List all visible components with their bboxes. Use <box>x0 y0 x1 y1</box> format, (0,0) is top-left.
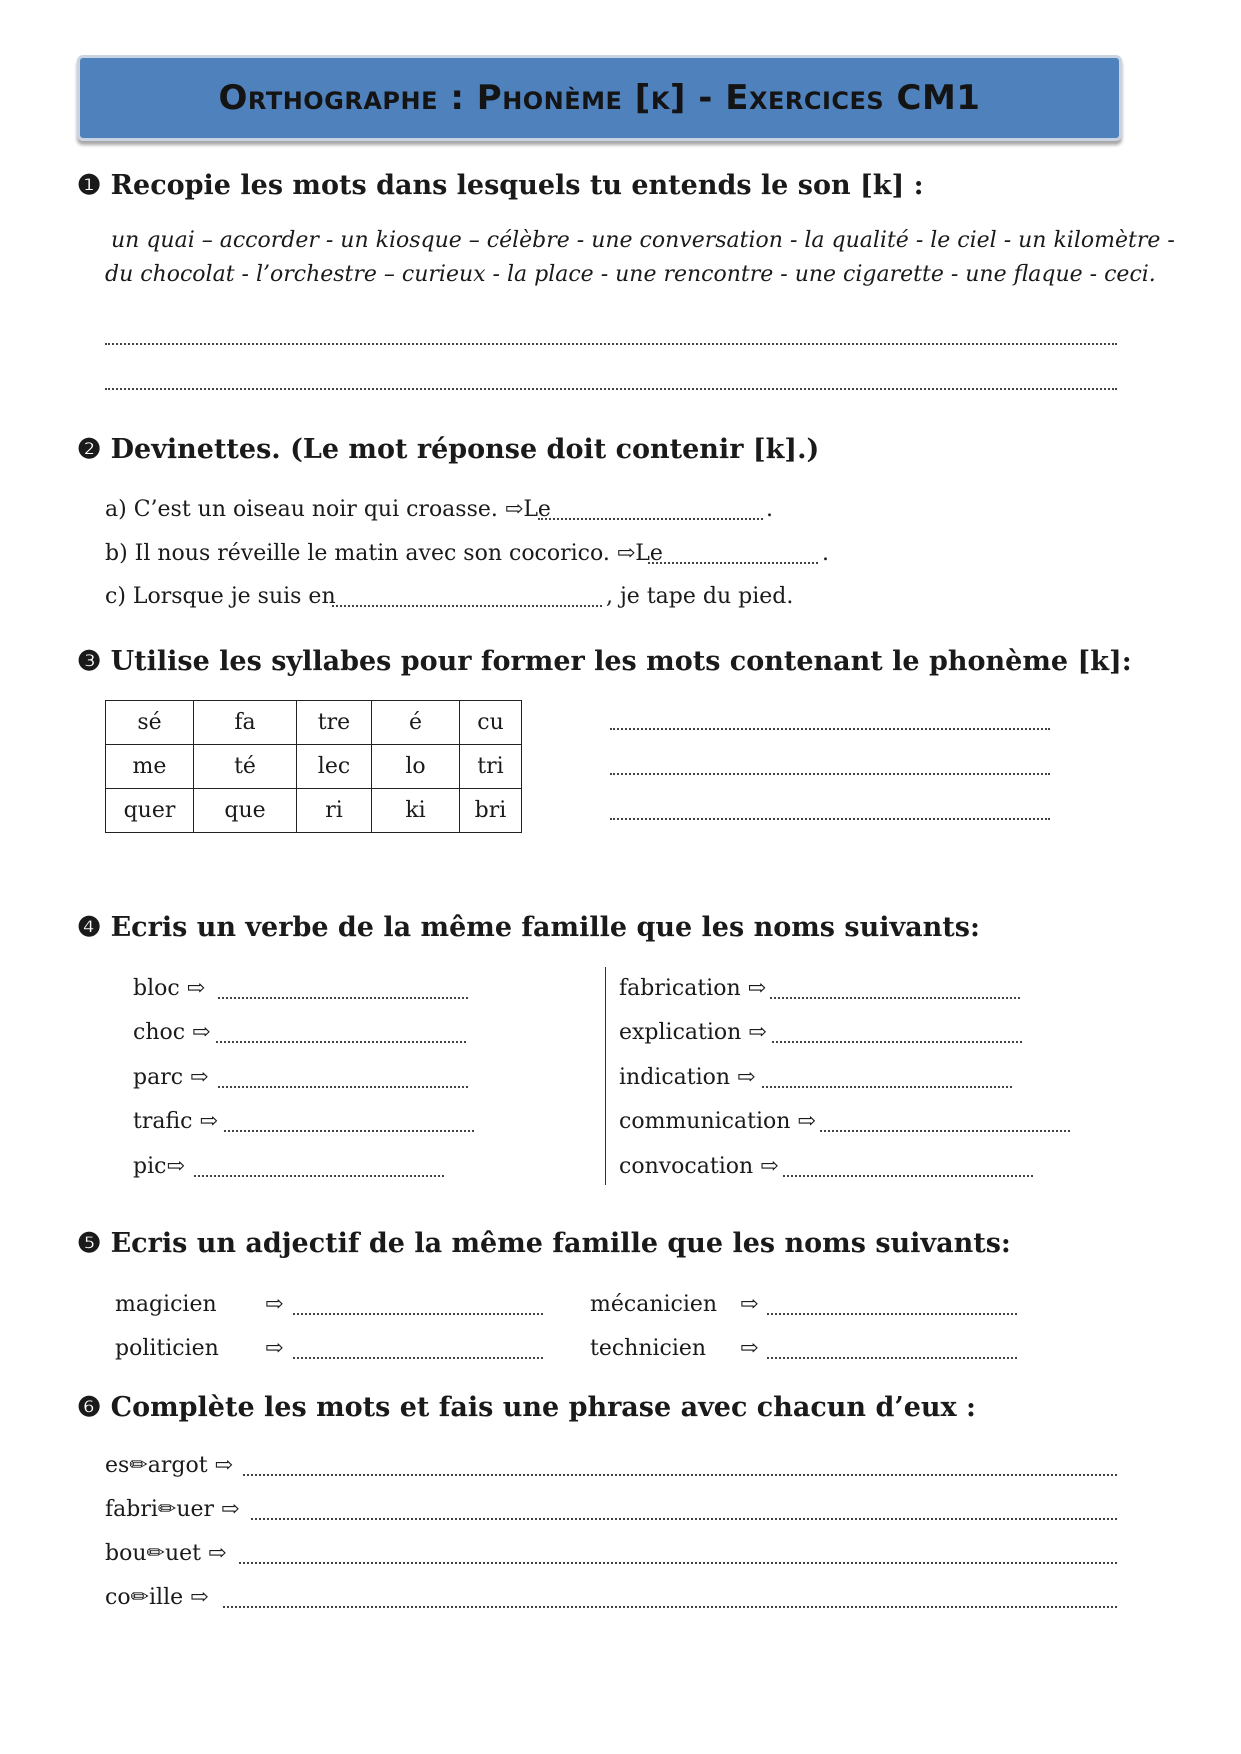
syllable-cell: cu <box>460 701 522 745</box>
syllable-row <box>106 701 522 745</box>
word-prefix: fabri <box>105 1497 158 1522</box>
pencil-icon: ✏ <box>130 1585 150 1610</box>
riddle-b-answer[interactable] <box>648 562 818 564</box>
syllable-row <box>106 789 522 833</box>
noun-label: technicien <box>590 1336 707 1361</box>
answer-line[interactable] <box>223 1606 1117 1608</box>
answer-line[interactable] <box>772 1041 1022 1043</box>
syllable-cell: ri <box>297 789 372 833</box>
answer-line[interactable] <box>105 343 1117 345</box>
section-4-title: ❹ Ecris un verbe de la même famille que les noms suivants: <box>77 912 980 943</box>
answer-line[interactable] <box>770 997 1020 999</box>
answer-line[interactable] <box>820 1130 1070 1132</box>
arrow-icon: ⇨ <box>265 1292 284 1317</box>
word-prefix: bou <box>105 1541 147 1566</box>
answer-line[interactable] <box>293 1313 543 1315</box>
section-6-title: ❻ Complète les mots et fais une phrase avec chacun d’eux : <box>77 1392 977 1423</box>
noun-label: fabrication ⇨ <box>619 976 767 1001</box>
word-suffix: ille ⇨ <box>149 1585 209 1610</box>
syllable-cell: é <box>372 701 460 745</box>
section-1-title: ❶ Recopie les mots dans lesquels tu entends le son [k] : <box>77 170 924 201</box>
answer-line[interactable] <box>783 1175 1033 1177</box>
answer-line[interactable] <box>251 1518 1117 1520</box>
section-1-words-line-1: un quai – accorder - un kiosque – célèbre - une conversation - la qualité - le ciel - un kilomètre - <box>111 228 1175 253</box>
word-prefix: es <box>105 1453 130 1478</box>
riddle-a-tail: . <box>766 497 773 522</box>
syllable-cell: bri <box>460 789 522 833</box>
answer-line[interactable] <box>239 1562 1117 1564</box>
riddle-b-question: b) Il nous réveille le matin avec son cocorico. ⇨Le <box>105 541 663 566</box>
riddle-c-answer[interactable] <box>332 605 602 607</box>
answer-line[interactable] <box>216 1041 466 1043</box>
word-to-complete <box>105 1497 239 1522</box>
word-suffix: uet ⇨ <box>164 1541 227 1566</box>
pencil-icon: ✏ <box>146 1541 165 1566</box>
riddle-b-tail: . <box>822 541 829 566</box>
answer-line[interactable] <box>293 1357 543 1359</box>
answer-line[interactable] <box>194 1175 444 1177</box>
syllable-cell: ki <box>372 789 460 833</box>
arrow-icon: ⇨ <box>265 1336 284 1361</box>
noun-label: choc ⇨ <box>133 1020 211 1045</box>
answer-line[interactable] <box>767 1313 1017 1315</box>
pencil-icon: ✏ <box>157 1497 177 1522</box>
noun-label: magicien <box>115 1292 217 1317</box>
column-divider <box>605 967 606 1185</box>
riddle-c-question: c) Lorsque je suis en <box>105 584 336 609</box>
answer-line[interactable] <box>762 1086 1012 1088</box>
arrow-icon: ⇨ <box>740 1336 759 1361</box>
answer-line[interactable] <box>610 773 1050 775</box>
riddle-a-question: a) C’est un oiseau noir qui croasse. ⇨Le <box>105 497 551 522</box>
syllable-cell: sé <box>106 701 194 745</box>
word-to-complete <box>105 1453 233 1478</box>
pencil-icon: ✏ <box>129 1453 148 1478</box>
syllable-cell: me <box>106 745 194 789</box>
syllable-grid <box>105 700 522 833</box>
answer-line[interactable] <box>218 997 468 999</box>
word-to-complete <box>105 1585 209 1610</box>
word-prefix: co <box>105 1585 131 1610</box>
arrow-icon: ⇨ <box>740 1292 759 1317</box>
noun-label: mécanicien <box>590 1292 718 1317</box>
noun-label: parc ⇨ <box>133 1065 209 1090</box>
syllable-row <box>106 745 522 789</box>
section-5-title: ❺ Ecris un adjectif de la même famille que les noms suivants: <box>77 1228 1011 1259</box>
answer-line[interactable] <box>610 728 1050 730</box>
answer-line[interactable] <box>767 1357 1017 1359</box>
title-banner <box>77 55 1122 141</box>
answer-line[interactable] <box>105 388 1117 390</box>
answer-line[interactable] <box>610 818 1050 820</box>
word-suffix: argot ⇨ <box>147 1453 233 1478</box>
syllable-cell: tre <box>297 701 372 745</box>
page-title: Orthographe : Phonème [k] - Exercices CM1 <box>218 78 981 118</box>
syllable-cell: tri <box>460 745 522 789</box>
section-1-words-line-2: du chocolat - l’orchestre – curieux - la place - une rencontre - une cigarette - une flaque - ceci. <box>105 262 1156 287</box>
noun-label: pic⇨ <box>133 1154 185 1179</box>
section-2-title: ❷ Devinettes. (Le mot réponse doit contenir [k].) <box>77 434 820 465</box>
syllable-cell: que <box>194 789 297 833</box>
syllable-cell: té <box>194 745 297 789</box>
noun-label: convocation ⇨ <box>619 1154 779 1179</box>
noun-label: bloc ⇨ <box>133 976 206 1001</box>
noun-label: trafic ⇨ <box>133 1109 218 1134</box>
riddle-a-answer[interactable] <box>538 518 763 520</box>
word-suffix: uer ⇨ <box>176 1497 240 1522</box>
answer-line[interactable] <box>224 1130 474 1132</box>
noun-label: explication ⇨ <box>619 1020 767 1045</box>
answer-line[interactable] <box>243 1474 1117 1476</box>
syllable-cell: quer <box>106 789 194 833</box>
syllable-cell: fa <box>194 701 297 745</box>
word-to-complete <box>105 1541 226 1566</box>
syllable-cell: lec <box>297 745 372 789</box>
noun-label: politicien <box>115 1336 219 1361</box>
noun-label: communication ⇨ <box>619 1109 816 1134</box>
answer-line[interactable] <box>218 1086 468 1088</box>
section-3-title: ❸ Utilise les syllabes pour former les mots contenant le phonème [k]: <box>77 646 1132 677</box>
noun-label: indication ⇨ <box>619 1065 756 1090</box>
syllable-cell: lo <box>372 745 460 789</box>
riddle-c-tail: , je tape du pied. <box>606 584 794 609</box>
